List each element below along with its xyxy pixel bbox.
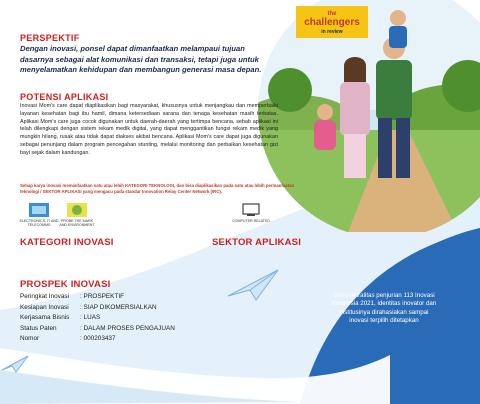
- electronics-icon: [28, 202, 50, 218]
- prospek-row: [20, 303, 260, 314]
- prospek-heading: PROSPEK INOVASI: [20, 279, 111, 290]
- potensi-body: Inovasi Mom's care dapat diaplikasikan bagi masyarakat, khususnya untuk menjangkau dan memperbaiki layanan kesehatan bagi ibu hamil, dimana ketersediaan sarana dan tenaga kesehatan masih terbatas. Aplikasi Mom's care juga cocok digunakan untuk daerah-daerah yang tertimpa bencana, sebab aplikasi ini telah dilengkapi dengan sistem rekam medik digital, yang dapat menggantikan fungsi rekam medik yang mungkin hilang, rusak atau tidak dapat diakses akibat bencana. Aplikasi Mom's care dapat juga digunakan sebagai penunjang dalam program pencegahan stunting, melalui monitoring dan perbaikan kesehatan gizi bayi sejak dalam kandungan.: [20, 103, 278, 156]
- paper-plane-icon: [226, 266, 280, 307]
- prospek-value: : LUAS: [80, 314, 101, 322]
- prospek-row: [20, 324, 260, 335]
- prospek-table: [20, 292, 260, 345]
- sektor-aplikasi-label: SEKTOR APLIKASI: [212, 237, 302, 248]
- irc-note: Setiap karya inovasi memanfaatkan satu atau lebih KATEGORI TEKNOLOGI, dan bisa diaplikasikan pada satu atau lebih permanfaatan teknologi / SEKTOR APLIKASI yang mengacu pada standar Innovation Relay Center Network (IRC).: [20, 183, 295, 194]
- family-photo: [258, 0, 480, 232]
- logo-line2: challengers: [304, 17, 360, 28]
- prospek-value: : 000203437: [80, 335, 116, 343]
- prospek-key: Status Paten: [20, 324, 57, 332]
- challengers-logo: [296, 6, 368, 38]
- prospek-key: Kesiapan Inovasi: [20, 303, 69, 311]
- prospek-key: Peringkat Inovasi: [20, 293, 70, 300]
- kategori-inovasi-label: KATEGORI INOVASI: [20, 237, 114, 248]
- environment-icon: [66, 202, 88, 218]
- computer-icon: [240, 202, 262, 218]
- computer-caption: COMPUTER RELATED: [232, 219, 270, 223]
- environment-caption: PROBE THE MARK AND ENVIRONMENT: [59, 219, 95, 228]
- prospek-row: [20, 292, 260, 303]
- perspektif-heading: PERSPEKTIF: [20, 33, 80, 43]
- prospek-key: Kerjasama Bisnis: [20, 314, 70, 322]
- prospek-row: [20, 334, 260, 345]
- prospek-value: : PROSPEKTIF: [80, 293, 125, 300]
- prospek-key: Nomor: [20, 335, 40, 343]
- potensi-heading: POTENSI APLIKASI: [20, 92, 109, 102]
- prospek-value: : SIAP DIKOMERSIALKAN: [80, 303, 157, 311]
- logo-line1: the: [327, 11, 337, 17]
- neutrality-note: Demi netralitas penjurian 113 Inovasi Indonesia 2021, identitas inovator dan institusinya dirahasiakan sampai inovasi terpilih ditetapkan: [331, 292, 437, 325]
- electronics-caption: ELECTRONICS, IT AND TELECOMMS: [19, 219, 59, 228]
- prospek-value: : DALAM PROSES PENGAJUAN: [80, 324, 175, 332]
- prospek-row: [20, 313, 260, 324]
- paper-plane-icon: [0, 352, 30, 379]
- logo-line3: in review: [321, 29, 343, 35]
- perspektif-lead: Dengan inovasi, ponsel dapat dimanfaatkan melampaui tujuan dasarnya sebagai alat komunikasi dan transaksi, tetapi juga untuk menyelamatkan kehidupan dan membangun generasi masa depan.: [20, 44, 262, 74]
